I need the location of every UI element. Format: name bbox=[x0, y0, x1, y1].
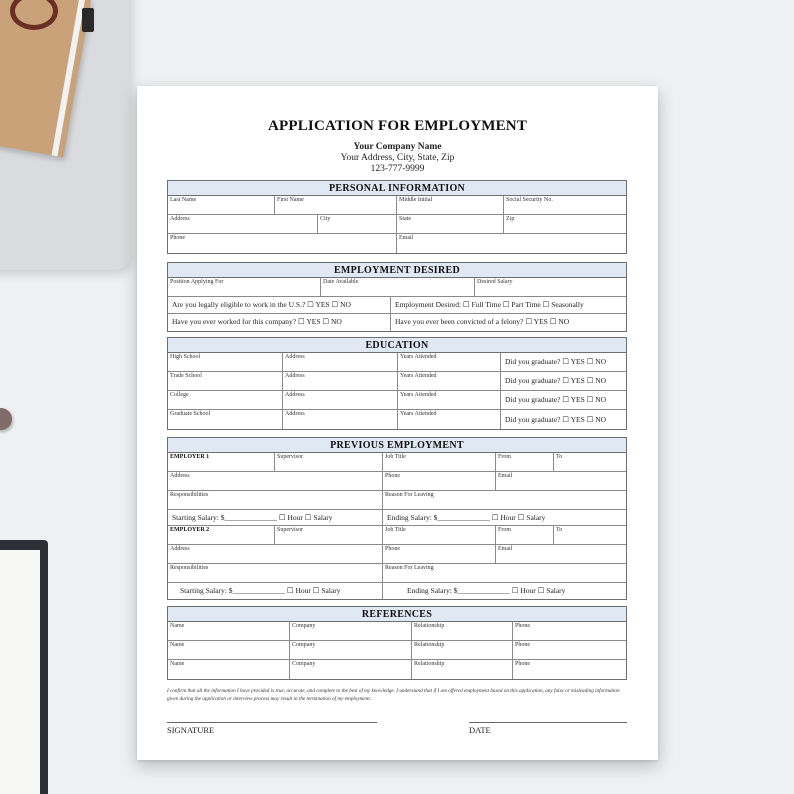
school-address-field[interactable]: Address bbox=[283, 353, 398, 371]
employer-1-contact-row bbox=[168, 472, 626, 491]
employment-desired-section bbox=[167, 262, 627, 332]
employer-1-field[interactable]: EMPLOYER 1 bbox=[168, 453, 275, 471]
previous-employment-heading: PREVIOUS EMPLOYMENT bbox=[168, 438, 626, 453]
graduated-question[interactable]: Did you graduate? ☐ YES ☐ NO bbox=[505, 395, 607, 404]
responsibilities-field[interactable]: Responsibilities bbox=[168, 564, 383, 582]
employer-phone-field[interactable]: Phone bbox=[383, 545, 496, 563]
company-address: Your Address, City, State, Zip bbox=[340, 153, 455, 163]
starting-salary-field[interactable]: Starting Salary: $______________ ☐ Hour ☐ Salary bbox=[168, 510, 383, 525]
application-form bbox=[137, 86, 658, 760]
date-line[interactable] bbox=[469, 722, 627, 723]
employer-1-salary-row bbox=[168, 510, 626, 526]
employer-phone-field[interactable]: Phone bbox=[383, 472, 496, 490]
name-row bbox=[168, 196, 626, 215]
reference-company-field[interactable]: Company bbox=[290, 622, 412, 640]
education-heading: EDUCATION bbox=[168, 338, 626, 353]
years-attended-field[interactable]: Years Attended bbox=[398, 410, 501, 429]
reference-phone-field[interactable]: Phone bbox=[515, 661, 530, 667]
reference-relationship-field[interactable]: Relationship bbox=[412, 641, 513, 659]
to-field[interactable]: To bbox=[556, 527, 563, 533]
supervisor-field[interactable]: Supervisor bbox=[275, 453, 383, 471]
employer-2-contact-row bbox=[168, 545, 626, 564]
references-section bbox=[167, 606, 627, 680]
company-info bbox=[137, 142, 658, 175]
from-field[interactable]: From bbox=[496, 453, 554, 471]
years-attended-field[interactable]: Years Attended bbox=[398, 353, 501, 371]
employer-email-field[interactable]: Email bbox=[498, 473, 513, 479]
worked-before-question[interactable]: Have you ever worked for this company? ☐ YES ☐ NO bbox=[168, 314, 391, 331]
position-field[interactable]: Position Applying For bbox=[168, 278, 321, 296]
supervisor-field[interactable]: Supervisor bbox=[275, 526, 383, 544]
reference-phone-field[interactable]: Phone bbox=[515, 642, 530, 648]
school-field[interactable]: College bbox=[168, 391, 283, 409]
from-field[interactable]: From bbox=[496, 526, 554, 544]
school-field[interactable]: High School bbox=[168, 353, 283, 371]
education-row bbox=[168, 391, 626, 410]
employer-1-row bbox=[168, 453, 626, 472]
reference-name-field[interactable]: Name bbox=[168, 622, 290, 640]
previous-employment-section bbox=[167, 437, 627, 600]
employer-2-field[interactable]: EMPLOYER 2 bbox=[168, 526, 275, 544]
employer-2-duties-row bbox=[168, 564, 626, 583]
job-title-field[interactable]: Job Title bbox=[383, 453, 496, 471]
employer-address-field[interactable]: Address bbox=[168, 472, 383, 490]
school-field[interactable]: Graduate School bbox=[168, 410, 283, 429]
responsibilities-field[interactable]: Responsibilities bbox=[168, 491, 383, 509]
date-available-field[interactable]: Date Available bbox=[321, 278, 475, 296]
reference-row bbox=[168, 660, 626, 679]
graduated-question[interactable]: Did you graduate? ☐ YES ☐ NO bbox=[505, 376, 607, 385]
phone-field[interactable]: Phone bbox=[168, 234, 397, 253]
references-heading: REFERENCES bbox=[168, 607, 626, 622]
years-attended-field[interactable]: Years Attended bbox=[398, 391, 501, 409]
employment-type-question[interactable]: Employment Desired: ☐ Full Time ☐ Part Time ☐ Seasonally bbox=[395, 300, 584, 309]
employer-1-duties-row bbox=[168, 491, 626, 510]
education-row bbox=[168, 353, 626, 372]
reference-phone-field[interactable]: Phone bbox=[515, 623, 530, 629]
contact-row bbox=[168, 234, 626, 253]
reason-for-leaving-field[interactable]: Reason For Leaving bbox=[385, 492, 434, 498]
years-attended-field[interactable]: Years Attended bbox=[398, 372, 501, 390]
school-field[interactable]: Trade School bbox=[168, 372, 283, 390]
desired-salary-field[interactable]: Desired Salary bbox=[477, 279, 513, 285]
ending-salary-field[interactable]: Ending Salary: $______________ ☐ Hour ☐ Salary bbox=[407, 586, 566, 595]
desk-planner bbox=[0, 540, 48, 794]
email-field[interactable]: Email bbox=[399, 235, 414, 241]
binder-clip bbox=[82, 8, 94, 32]
felony-question[interactable]: Have you ever been convicted of a felony? ☐ YES ☐ NO bbox=[395, 317, 570, 326]
middle-initial-field[interactable]: Middle Initial bbox=[397, 196, 504, 214]
graduated-question[interactable]: Did you graduate? ☐ YES ☐ NO bbox=[505, 357, 607, 366]
form-title: APPLICATION FOR EMPLOYMENT bbox=[267, 118, 528, 134]
reference-company-field[interactable]: Company bbox=[290, 641, 412, 659]
position-row bbox=[168, 278, 626, 297]
reference-row bbox=[168, 622, 626, 641]
first-name-field[interactable]: First Name bbox=[275, 196, 397, 214]
state-field[interactable]: State bbox=[397, 215, 504, 233]
school-address-field[interactable]: Address bbox=[283, 372, 398, 390]
personal-information-section bbox=[167, 180, 627, 254]
ssn-field[interactable]: Social Security No. bbox=[506, 197, 553, 203]
reference-name-field[interactable]: Name bbox=[168, 660, 290, 679]
address-row bbox=[168, 215, 626, 234]
graduated-question[interactable]: Did you graduate? ☐ YES ☐ NO bbox=[505, 414, 607, 424]
company-name: Your Company Name bbox=[353, 142, 442, 152]
school-address-field[interactable]: Address bbox=[283, 410, 398, 429]
reference-row bbox=[168, 641, 626, 660]
employer-2-row bbox=[168, 526, 626, 545]
reference-relationship-field[interactable]: Relationship bbox=[412, 660, 513, 679]
education-section bbox=[167, 337, 627, 430]
zip-field[interactable]: Zip bbox=[506, 216, 515, 222]
signature-label: SIGNATURE bbox=[167, 725, 215, 735]
job-title-field[interactable]: Job Title bbox=[383, 526, 496, 544]
eligibility-row bbox=[168, 297, 626, 314]
employer-address-field[interactable]: Address bbox=[168, 545, 383, 563]
date-label: DATE bbox=[469, 725, 491, 735]
reference-relationship-field[interactable]: Relationship bbox=[412, 622, 513, 640]
address-field[interactable]: Address bbox=[168, 215, 318, 233]
employment-desired-heading: EMPLOYMENT DESIRED bbox=[168, 263, 626, 278]
employer-2-salary-row bbox=[168, 583, 626, 599]
reason-for-leaving-field[interactable]: Reason For Leaving bbox=[385, 565, 434, 571]
school-address-field[interactable]: Address bbox=[283, 391, 398, 409]
education-row bbox=[168, 372, 626, 391]
history-row bbox=[168, 314, 626, 331]
push-pin bbox=[0, 408, 12, 430]
disclaimer-text: I confirm that all the information I have provided is true, accurate, and complete to the best of my knowledge. I understand that if I am offered employment based on this application, any false or misleading information given during the application or interview process may result in the termination of my employment. bbox=[167, 688, 620, 702]
to-field[interactable]: To bbox=[556, 454, 563, 460]
reference-company-field[interactable]: Company bbox=[290, 660, 412, 679]
last-name-field[interactable]: Last Name bbox=[168, 196, 275, 214]
reference-name-field[interactable]: Name bbox=[168, 641, 290, 659]
city-field[interactable]: City bbox=[318, 215, 397, 233]
eligible-question[interactable]: Are you legally eligible to work in the U.S.? ☐ YES ☐ NO bbox=[168, 297, 391, 313]
employer-email-field[interactable]: Email bbox=[498, 546, 513, 552]
education-row bbox=[168, 410, 626, 429]
ending-salary-field[interactable]: Ending Salary: $______________ ☐ Hour ☐ Salary bbox=[387, 513, 546, 522]
company-phone: 123-777-9999 bbox=[370, 164, 425, 174]
signature-line[interactable] bbox=[167, 722, 377, 723]
starting-salary-field[interactable]: Starting Salary: $______________ ☐ Hour ☐ Salary bbox=[168, 583, 383, 599]
personal-information-heading: PERSONAL INFORMATION bbox=[168, 181, 626, 196]
